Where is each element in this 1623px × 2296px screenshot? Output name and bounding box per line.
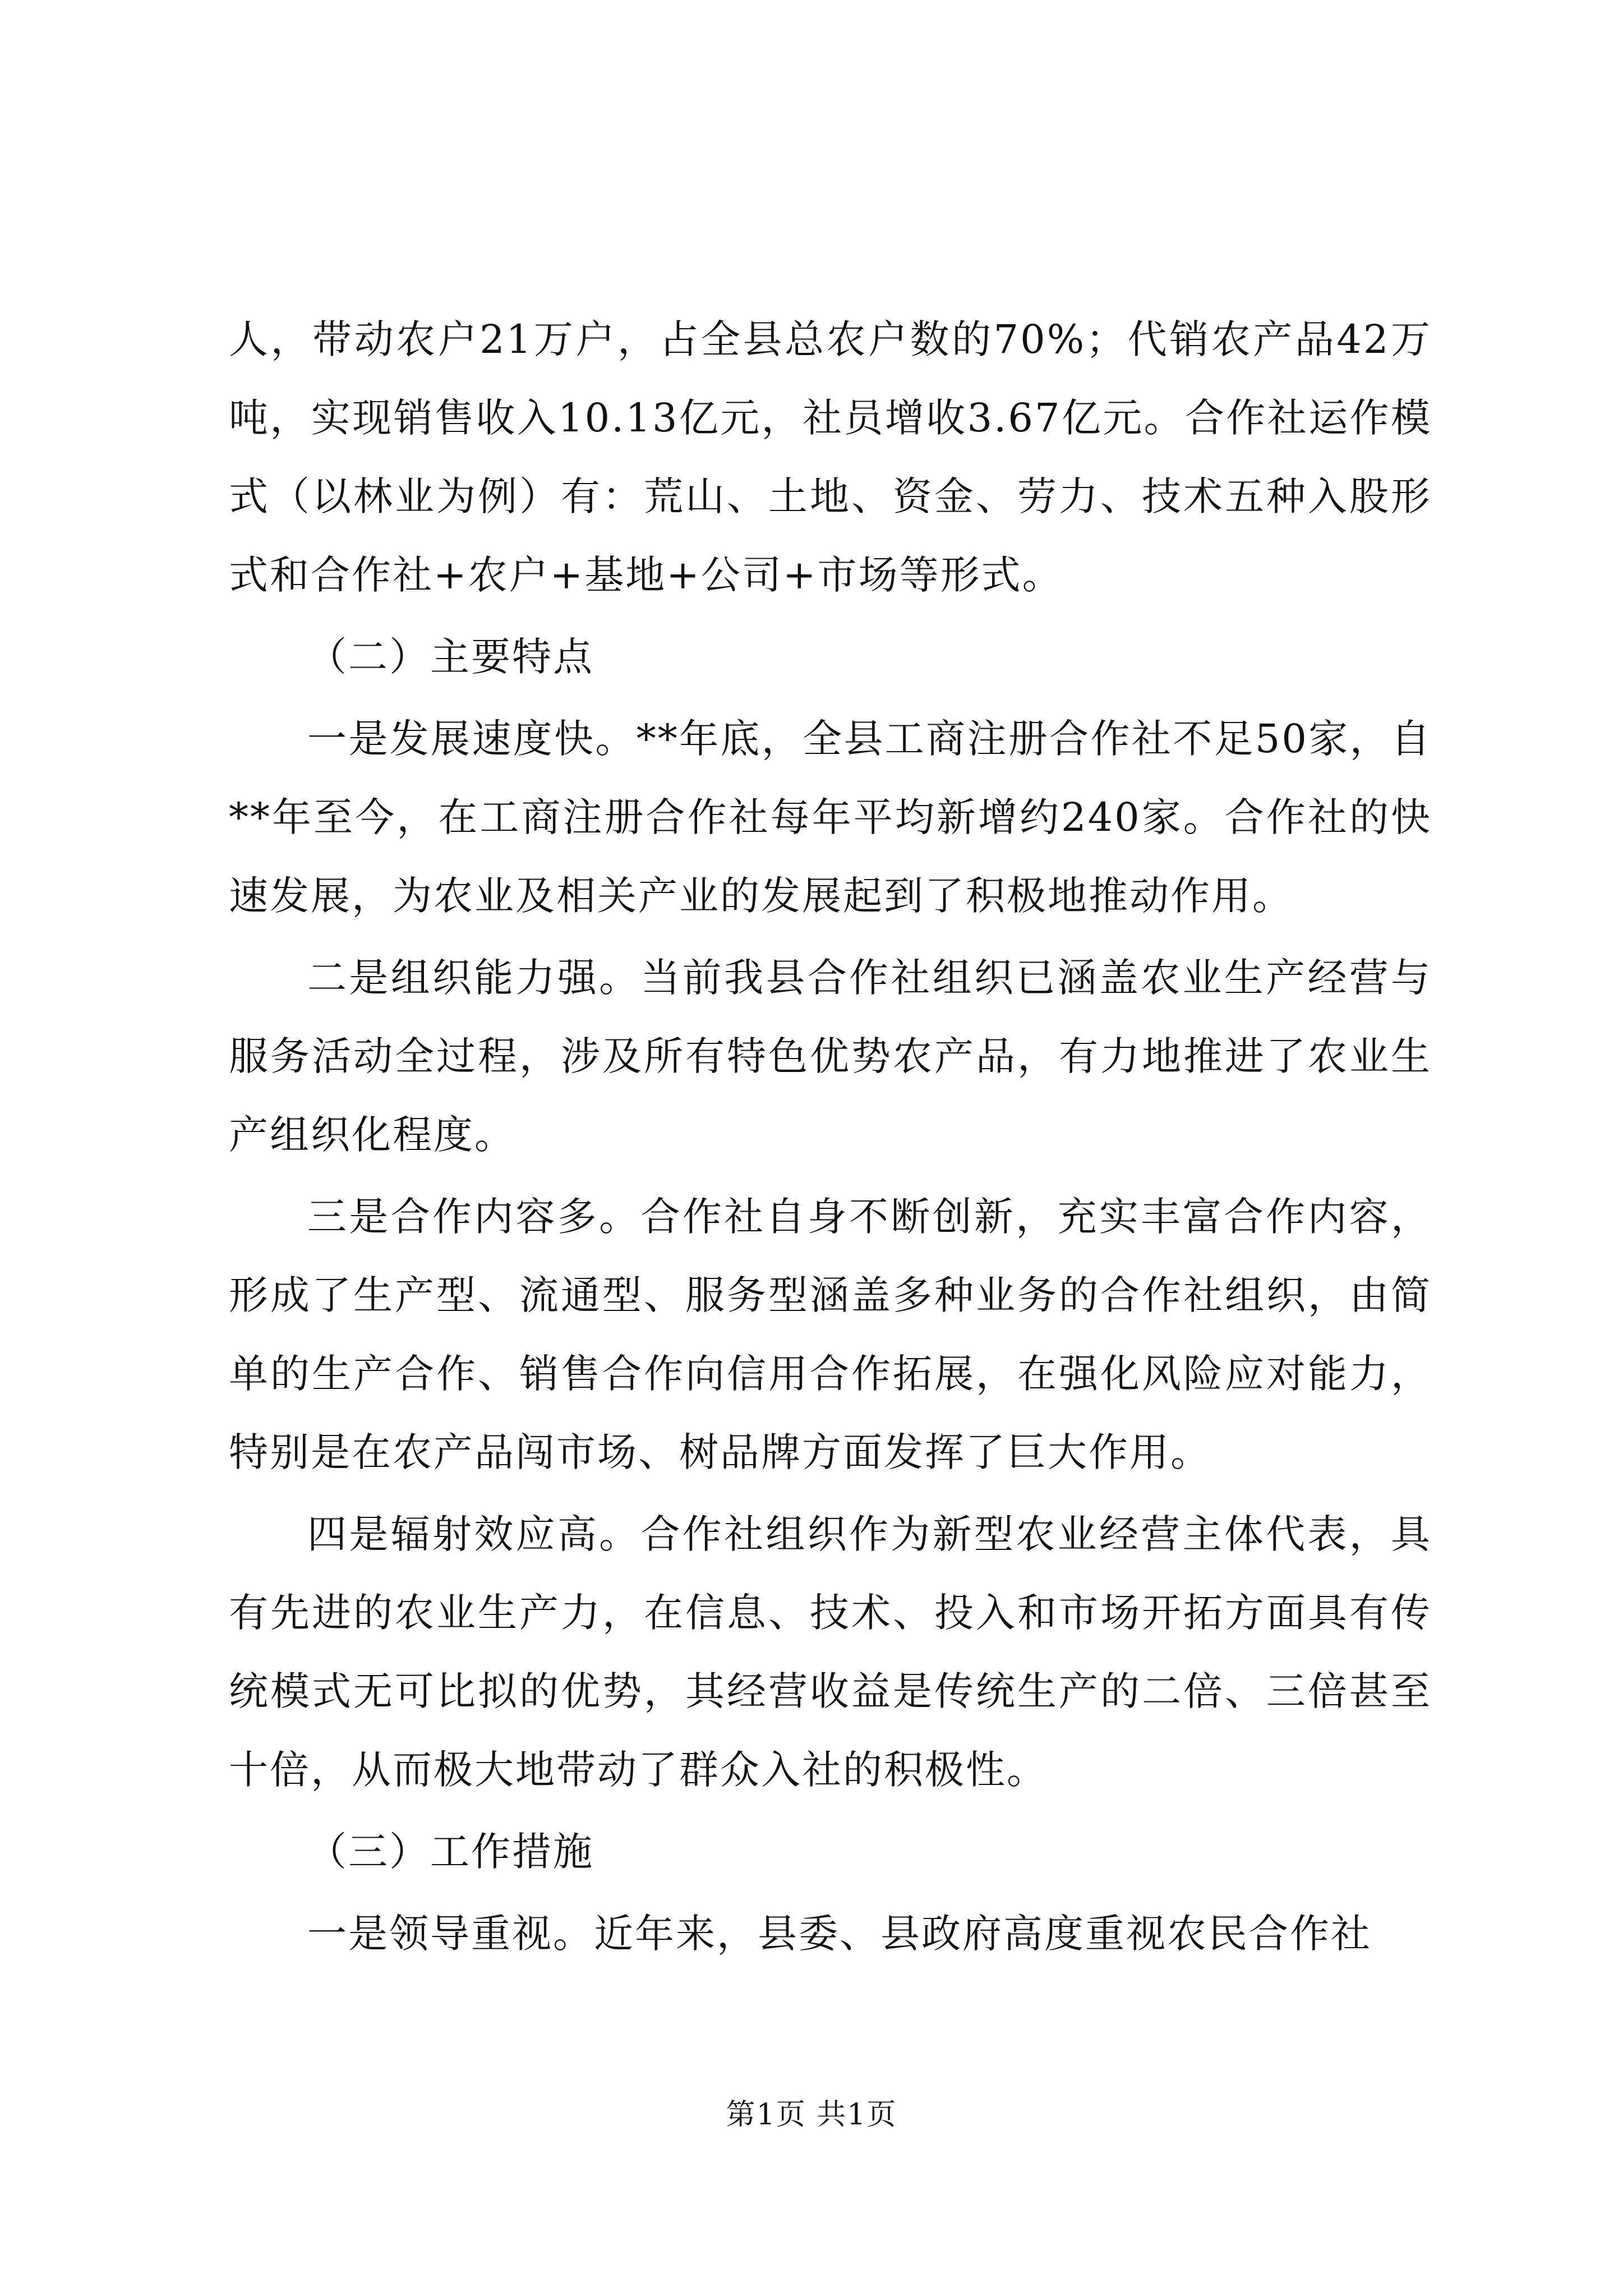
- page-footer: 第1页 共1页: [726, 2098, 897, 2132]
- section-heading-work-measures: （三）工作措施: [307, 1829, 594, 1875]
- paragraph-radiation-effect: 四是辐射效应高。合作社组织作为新型农业经营主体代表，具有先进的农业生产力，在信息、技术、投入和市场开拓方面具有传统模式无可比拟的优势，其经营收益是传统生产的二倍、三倍甚至十倍，从而极大地带动了群众入社的积极性。: [229, 1511, 1432, 1793]
- paragraph-organization-ability: 二是组织能力强。当前我县合作社组织已涵盖农业生产经营与服务活动全过程，涉及所有特色优势农产品，有力地推进了农业生产组织化程度。: [229, 955, 1432, 1158]
- section-heading-main-features: （二）主要特点: [307, 634, 594, 680]
- document-body: [229, 300, 1432, 1976]
- paragraph-leadership: 一是领导重视。近年来，县委、县政府高度重视农民合作社: [307, 1911, 1372, 1957]
- paragraph-cooperation-content: 三是合作内容多。合作社自身不断创新，充实丰富合作内容，形成了生产型、流通型、服务型涵盖多种业务的合作社组织，由简单的生产合作、销售合作向信用合作拓展，在强化风险应对能力，特别是在农产品闯市场、树品牌方面发挥了巨大作用。: [229, 1194, 1432, 1475]
- paragraph-continuation: 人，带动农户21万户，占全县总农户数的70%；代销农产品42万吨，实现销售收入10.13亿元，社员增收3.67亿元。合作社运作模式（以林业为例）有：荒山、土地、资金、劳力、技术五种入股形式和合作社+农户+基地+公司+市场等形式。: [229, 316, 1432, 598]
- paragraph-fast-development: 一是发展速度快。**年底，全县工商注册合作社不足50家，自**年至今，在工商注册合作社每年平均新增约240家。合作社的快速发展，为农业及相关产业的发展起到了积极地推动作用。: [229, 716, 1432, 919]
